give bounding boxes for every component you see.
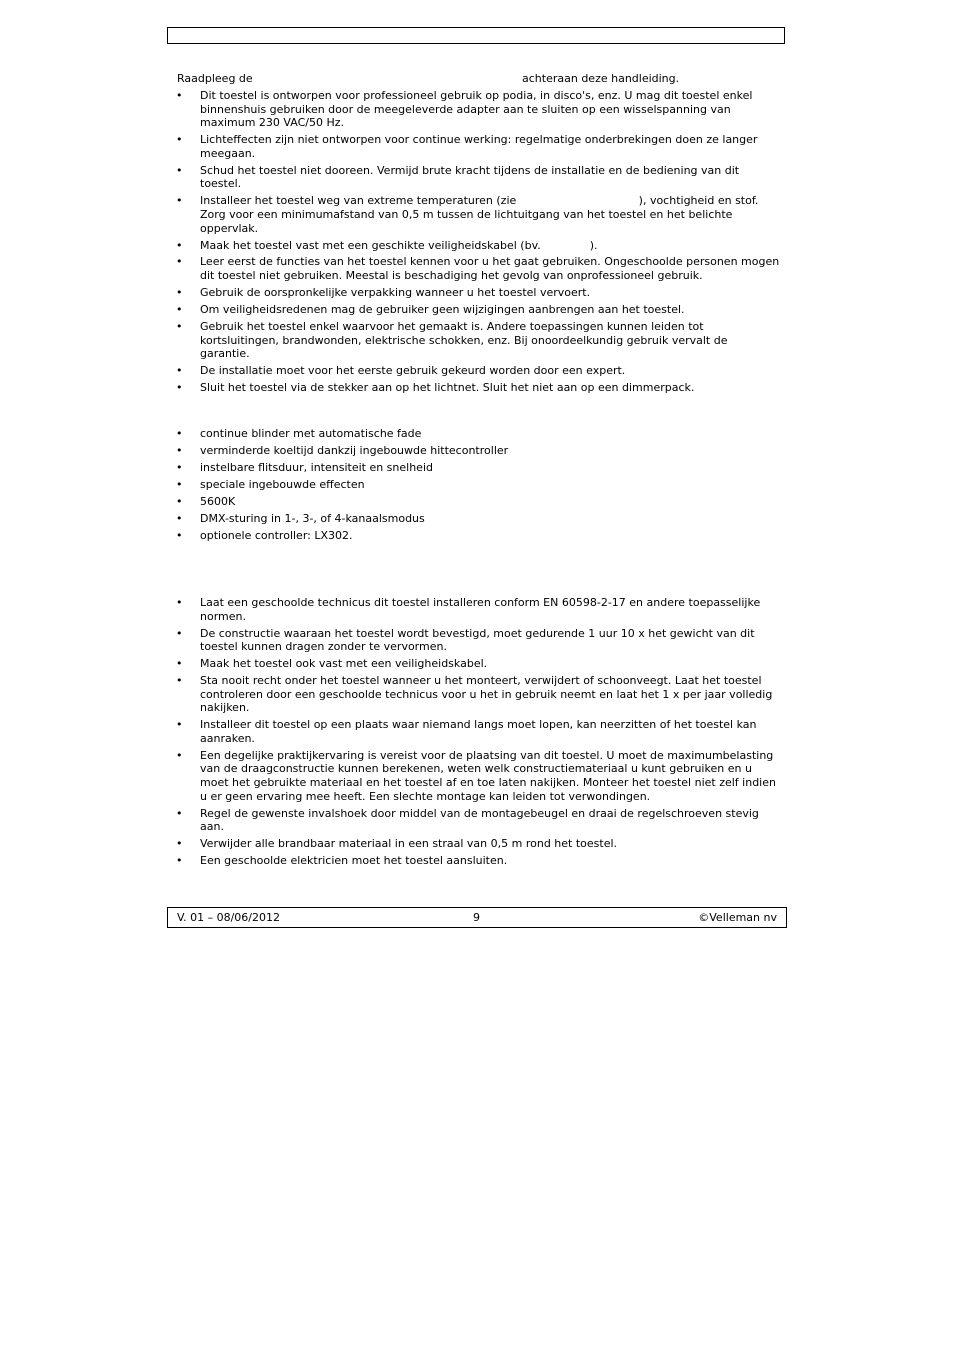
guidelines-list [176,89,780,398]
list-item: • Om veiligheidsredenen mag de gebruiker geen wijzigingen aanbrengen aan het toestel. [176,303,780,317]
list-item: • speciale ingebouwde effecten [176,478,780,492]
list-item: • instelbare flitsduur, intensiteit en snelheid [176,461,780,475]
list-item: • verminderde koeltijd dankzij ingebouwde hittecontroller [176,444,780,458]
list-item: • Installeer dit toestel op een plaats waar niemand langs moet lopen, kan neerzitten of het toestel kan aanraken. [176,718,780,745]
list-item: • Sluit het toestel via de stekker aan op het lichtnet. Sluit het niet aan op een dimmerpack. [176,381,780,395]
footer-page-number: 9 [473,911,480,924]
installation-list [176,596,780,871]
list-item: • Laat een geschoolde technicus dit toestel installeren conform EN 60598-2-17 en andere toepasselijke normen. [176,596,780,623]
intro-text-end: achteraan deze handleiding. [522,72,680,85]
list-item: • Verwijder alle brandbaar materiaal in een straal van 0,5 m rond het toestel. [176,837,780,851]
intro-text-start: Raadpleeg de [177,72,253,85]
header-frame [167,27,785,44]
list-item: • optionele controller: LX302. [176,529,780,543]
list-item: • Een degelijke praktijkervaring is vereist voor de plaatsing van dit toestel. U moet de maximumbelasting van de draagconstructie kunnen berekenen, weten welk constructiemateriaal u kunt gebruiken en u moet het gebruikte materiaal en het toestel af en toe laten nakijken. Monteer het toestel niet zelf indien u er geen ervaring mee heeft. Een slechte montage kan leiden tot verwondingen. [176,749,780,803]
list-item: • Schud het toestel niet dooreen. Vermijd brute kracht tijdens de installatie en de bediening van dit toestel. [176,164,780,191]
list-item: • Gebruik het toestel enkel waarvoor het gemaakt is. Andere toepassingen kunnen leiden tot kortsluitingen, brandwonden, elektrische schokken, enz. Bij onoordeelkundig gebruik vervalt de garantie. [176,320,780,361]
list-item: • De constructie waaraan het toestel wordt bevestigd, moet gedurende 1 uur 10 x het gewicht van dit toestel kunnen dragen zonder te vervormen. [176,627,780,654]
list-item: • De installatie moet voor het eerste gebruik gekeurd worden door een expert. [176,364,780,378]
list-item: • Maak het toestel vast met een geschikte veiligheidskabel (bv. ). [176,239,780,253]
footer-version: V. 01 – 08/06/2012 [177,911,280,924]
list-item: • Gebruik de oorspronkelijke verpakking wanneer u het toestel vervoert. [176,286,780,300]
list-item: • Dit toestel is ontworpen voor professioneel gebruik op podia, in disco's, enz. U mag dit toestel enkel binnenshuis gebruiken door de meegeleverde adapter aan te sluiten op een wisselspanning van maximum 230 VAC/50 Hz. [176,89,780,130]
list-item: • Installeer het toestel weg van extreme temperaturen (zie ), vochtigheid en stof. Zorg voor een minimumafstand van 0,5 m tussen de lichtuitgang van het toestel en het belichte oppervlak. [176,194,780,235]
list-item: • DMX-sturing in 1-, 3-, of 4-kanaalsmodus [176,512,780,526]
list-item: • Leer eerst de functies van het toestel kennen voor u het gaat gebruiken. Ongeschoolde personen mogen dit toestel niet gebruiken. Meestal is beschadiging het gevolg van onprofessioneel gebruik. [176,255,780,282]
list-item: • Maak het toestel ook vast met een veiligheidskabel. [176,657,780,671]
list-item: • Sta nooit recht onder het toestel wanneer u het monteert, verwijdert of schoonveegt. Laat het toestel controleren door een geschoolde technicus voor u het in gebruik neemt en laat het 1 x per jaar volledig nakijken. [176,674,780,715]
list-item: • 5600K [176,495,780,509]
list-item: • Regel de gewenste invalshoek door middel van de montagebeugel en draai de regelschroeven stevig aan. [176,807,780,834]
list-item: • Een geschoolde elektricien moet het toestel aansluiten. [176,854,780,868]
page-footer [167,907,787,928]
list-item: • continue blinder met automatische fade [176,427,780,441]
footer-copyright: ©Velleman nv [698,911,777,924]
features-list [176,427,780,546]
list-item: • Lichteffecten zijn niet ontworpen voor continue werking: regelmatige onderbrekingen doen ze langer meegaan. [176,133,780,160]
